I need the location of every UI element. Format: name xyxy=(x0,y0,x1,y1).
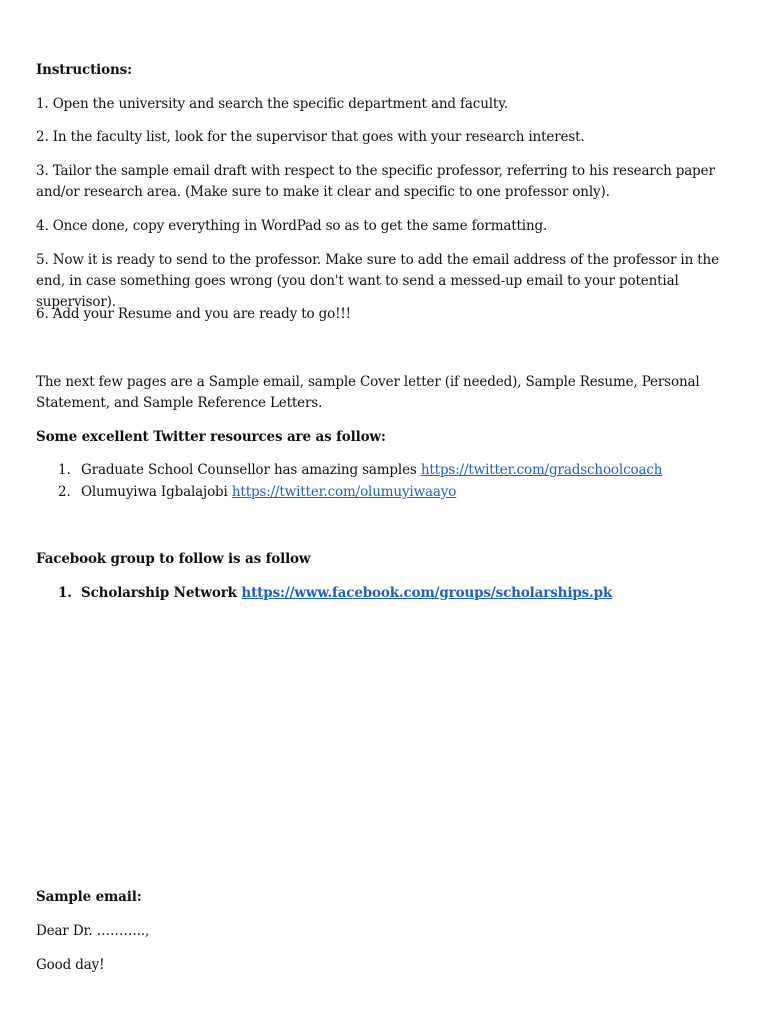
list-item xyxy=(36,460,662,481)
sample-email-greeting: Dear Dr. ……….., xyxy=(36,923,150,939)
intro-paragraph: The next few pages are a Sample email, sample Cover letter (if needed), Sample Resume, Personal Statement, and Sample Reference Letters. xyxy=(36,374,700,411)
list-item xyxy=(36,482,456,503)
sample-email-opening: Good day! xyxy=(36,957,105,973)
instruction-step-1: 1. Open the university and search the specific department and faculty. xyxy=(36,96,509,112)
twitter-gradschoolcoach-link[interactable]: https://twitter.com/gradschoolcoach xyxy=(420,462,663,478)
facebook-heading: Facebook group to follow is as follow xyxy=(36,551,311,567)
instruction-step-4: 4. Once done, copy everything in WordPad so as to get the same formatting. xyxy=(36,218,548,234)
list-number: 1. xyxy=(58,585,72,601)
twitter-heading: Some excellent Twitter resources are as follow: xyxy=(36,429,386,445)
instruction-step-2: 2. In the faculty list, look for the supervisor that goes with your research interest. xyxy=(36,129,585,145)
sample-email-heading: Sample email: xyxy=(36,889,142,905)
instructions-heading: Instructions: xyxy=(36,62,132,78)
facebook-scholarships-link[interactable]: https://www.facebook.com/groups/scholarships.pk xyxy=(241,585,613,601)
twitter-olumuyiwaayo-link[interactable]: https://twitter.com/olumuyiwaayo xyxy=(231,484,457,500)
list-item xyxy=(36,583,612,604)
instruction-step-5: 5. Now it is ready to send to the professor. Make sure to add the email address of the professor in the end, in case something goes wrong (you don't want to send a messed-up email to your potential supervisor). xyxy=(36,252,719,310)
list-item-text: Olumuyiwa Igbalajobi xyxy=(81,484,232,500)
instruction-step-3: 3. Tailor the sample email draft with respect to the specific professor, referring to his research paper and/or research area. (Make sure to make it clear and specific to one professor only). xyxy=(36,163,715,200)
list-item-text: Graduate School Counsellor has amazing samples xyxy=(81,462,421,478)
list-item-text: Scholarship Network xyxy=(81,585,242,601)
instruction-step-6: 6. Add your Resume and you are ready to go!!! xyxy=(36,306,351,322)
list-number: 1. xyxy=(58,462,71,478)
list-number: 2. xyxy=(58,484,71,500)
